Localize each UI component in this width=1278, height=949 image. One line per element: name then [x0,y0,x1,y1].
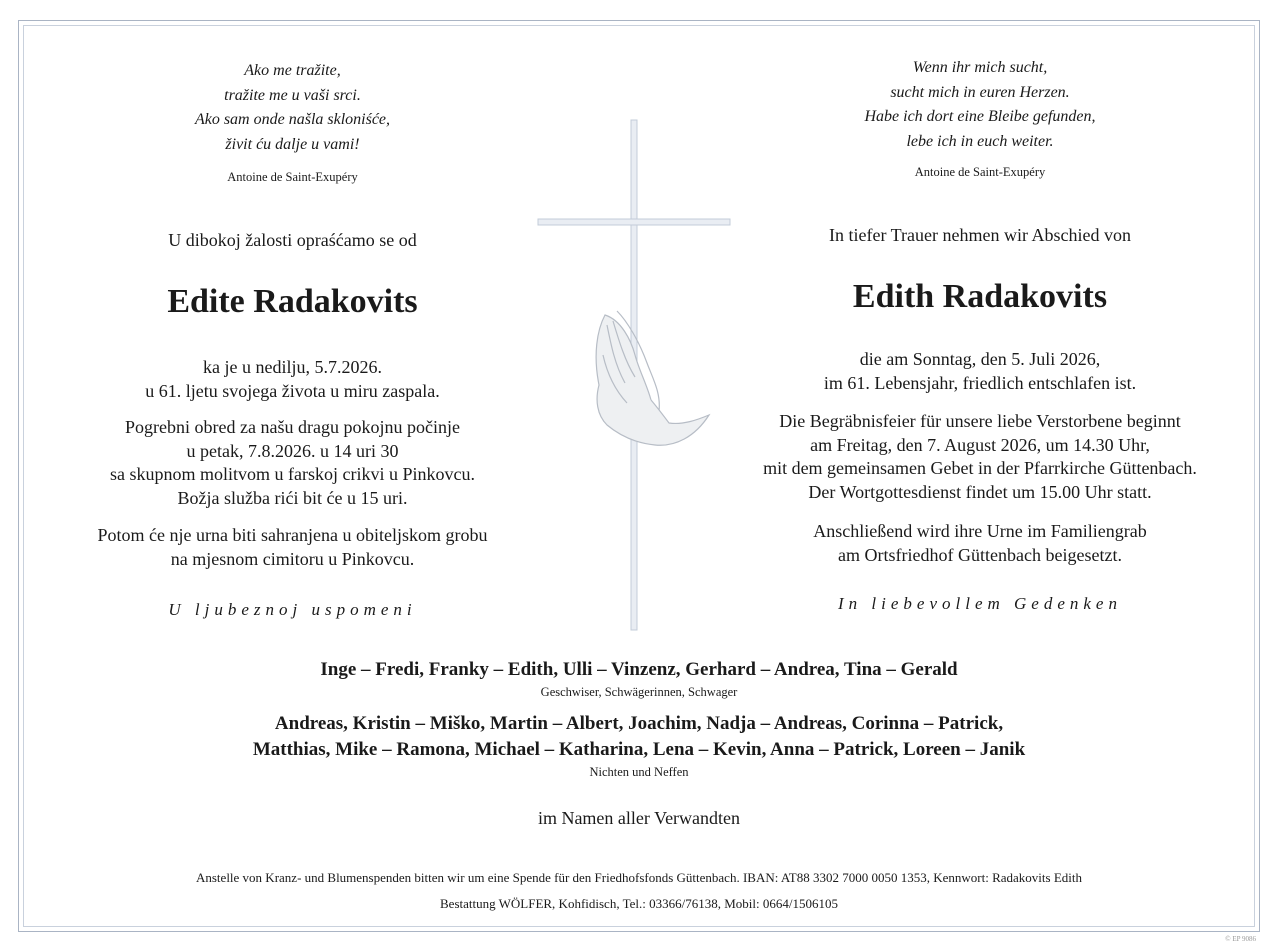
siblings-relation: Geschwiser, Schwägerinnen, Schwager [540,685,738,699]
text-line: u petak, 7.8.2026. u 14 uri 30 [186,440,399,461]
text-line: Pogrebni obred za našu dragu pokojnu počinje [125,417,460,437]
names-line: Andreas, Kristin – Miško, Martin – Albert, Joachim, Nadja – Andreas, Corinna – Patrick, [274,713,1004,734]
print-stamp: © EP 9086 [1225,935,1256,943]
left-death-notice [60,356,525,403]
right-intro: In tiefer Trauer nehmen wir Abschied von [829,225,1131,245]
left-deceased-name: Edite Radakovits [167,283,418,320]
text-line: u 61. ljetu svojega života u miru zaspala. [145,380,440,401]
text-line: na mjesnom cimitoru u Pinkovcu. [170,548,415,569]
poem-line: Wenn ihr mich sucht, [912,59,1048,76]
left-column-croatian [60,0,525,949]
right-deceased-name: Edith Radakovits [852,278,1108,315]
right-poem-author: Antoine de Saint-Exupéry [914,165,1046,179]
text-line: Die Begräbnisfeier für unsere liebe Verstorbene beginnt [779,411,1181,431]
right-column-german [740,0,1220,949]
left-funeral-notice [60,416,525,510]
right-burial-notice [740,520,1220,567]
text-line: im 61. Lebensjahr, friedlich entschlafen ist. [823,372,1137,393]
text-line: am Ortsfriedhof Güttenbach beigesetzt. [838,544,1122,565]
undertaker-contact: Bestattung WÖLFER, Kohfidisch, Tel.: 03366/76138, Mobil: 0664/1506105 [440,896,838,911]
left-poem [60,59,525,157]
text-line: Božja služba rići bit će u 15 uri. [177,487,408,508]
poem-line: lebe ich in euch weiter. [906,132,1054,150]
poem-line: tražite me u vaši srci. [224,86,361,104]
praying-hands-icon [596,311,709,445]
text-line: Der Wortgottesdienst findet um 15.00 Uhr statt. [808,481,1152,502]
left-poem-author: Antoine de Saint-Exupéry [227,170,358,184]
poem-line: Ako sam onde našla skloniśće, [194,111,391,128]
closing-line: im Namen aller Verwandten [537,808,741,828]
donation-note: Anstelle von Kranz- und Blumenspenden bitten wir um eine Spende für den Friedhofsfonds Güttenbach. IBAN: AT88 3302 7000 0050 1353, Kennwort: Radakovits Edith [195,870,1083,885]
text-line: am Freitag, den 7. August 2026, um 14.30 Uhr, [810,434,1150,455]
left-intro: U dibokoj žalosti opraśćamo se od [168,230,417,250]
poem-line: živit ću dalje u vami! [225,135,360,153]
right-memory-line: In liebevollem Gedenken [838,594,1122,613]
poem-line: sucht mich in euren Herzen. [890,83,1070,101]
right-poem [740,56,1220,154]
names-line: Matthias, Mike – Ramona, Michael – Katharina, Lena – Kevin, Anna – Patrick, Loreen – Janik [252,739,1026,760]
nieces-nephews-names [0,711,1278,763]
left-burial-notice [60,524,525,571]
text-line: mit dem gemeinsamen Gebet in der Pfarrkirche Güttenbach. [763,458,1197,478]
text-line: sa skupnom molitvom u farskoj crikvi u Pinkovcu. [110,464,475,484]
nieces-nephews-relation: Nichten und Neffen [589,765,689,779]
poem-line: Habe ich dort eine Bleibe gefunden, [864,108,1096,125]
siblings-names: Inge – Fredi, Franky – Edith, Ulli – Vinzenz, Gerhard – Andrea, Tina – Gerald [320,659,958,680]
text-line: die am Sonntag, den 5. Juli 2026, [859,349,1101,369]
right-funeral-notice [740,410,1220,504]
right-death-notice [740,348,1220,395]
cross-praying-hands-icon [535,115,735,635]
text-line: Anschließend wird ihre Urne im Familiengrab [813,521,1147,541]
text-line: Potom će nje urna biti sahranjena u obiteljskom grobu [97,525,488,545]
left-memory-line: U ljubeznoj uspomeni [168,600,417,619]
text-line: ka je u nedilju, 5.7.2026. [203,357,382,377]
poem-line: Ako me tražite, [244,62,341,79]
